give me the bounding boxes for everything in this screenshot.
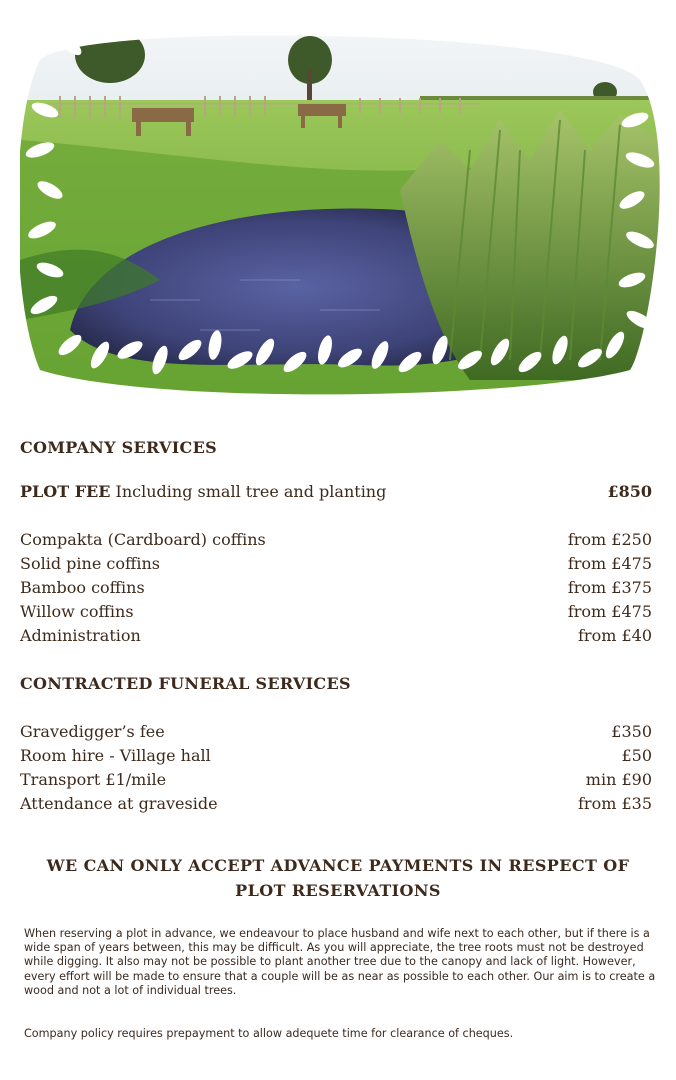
contracted-row: [20, 745, 652, 767]
plot-fee-label-bold: PLOT FEE: [20, 482, 111, 501]
advance-payment-notice: [0, 853, 676, 903]
contracted-row: [20, 793, 652, 815]
company-services-heading: COMPANY SERVICES: [20, 438, 217, 457]
plot-fee-label-rest: Including small tree and planting: [110, 482, 387, 501]
contracted-price: from £35: [578, 794, 652, 813]
service-row: [20, 625, 652, 647]
contracted-price: min £90: [585, 770, 652, 789]
plot-fee-label: [20, 481, 386, 503]
service-row: [20, 529, 652, 551]
contracted-services-heading: CONTRACTED FUNERAL SERVICES: [20, 674, 351, 693]
contracted-price: £50: [621, 746, 652, 765]
contracted-row: [20, 769, 652, 791]
plot-fee-row: [20, 481, 652, 503]
service-price: from £475: [567, 554, 652, 573]
notice-line-1: WE CAN ONLY ACCEPT ADVANCE PAYMENTS IN RESPECT OF: [46, 856, 630, 875]
service-row: [20, 577, 652, 599]
service-label: Willow coffins: [20, 602, 134, 621]
contracted-price: £350: [611, 722, 652, 741]
service-price: from £475: [567, 602, 652, 621]
policy-paragraph: Company policy requires prepayment to allow adequete time for clearance of cheques.: [24, 1027, 514, 1040]
contracted-row: [20, 721, 652, 743]
pond-meadow-photo: [0, 0, 676, 430]
service-label: Bamboo coffins: [20, 578, 145, 597]
service-row: [20, 553, 652, 575]
notice-line-2: PLOT RESERVATIONS: [235, 881, 441, 900]
service-label: Administration: [20, 626, 141, 645]
plot-fee-price: £850: [607, 482, 652, 501]
contracted-label: Transport £1/mile: [20, 770, 167, 789]
contracted-label: Attendance at graveside: [20, 794, 218, 813]
service-label: Solid pine coffins: [20, 554, 160, 573]
contracted-label: Room hire - Village hall: [20, 746, 211, 765]
service-price: from £375: [567, 578, 652, 597]
reservation-paragraph: When reserving a plot in advance, we endeavour to place husband and wife next to each other, but if there is a wide span of years between, this may be difficult. As you will appreciate, the tree roots must not be destroyed while digging. It also may not be possible to plant another tree due to the canopy and lack of light. However, every effort will be made to ensure that a couple will be as near as possible to each other. Our aim is to create a wood and not a lot of individual trees.: [24, 927, 656, 997]
service-label: Compakta (Cardboard) coffins: [20, 530, 266, 549]
service-row: [20, 601, 652, 623]
service-price: from £250: [567, 530, 652, 549]
contracted-label: Gravedigger’s fee: [20, 722, 165, 741]
service-price: from £40: [578, 626, 652, 645]
